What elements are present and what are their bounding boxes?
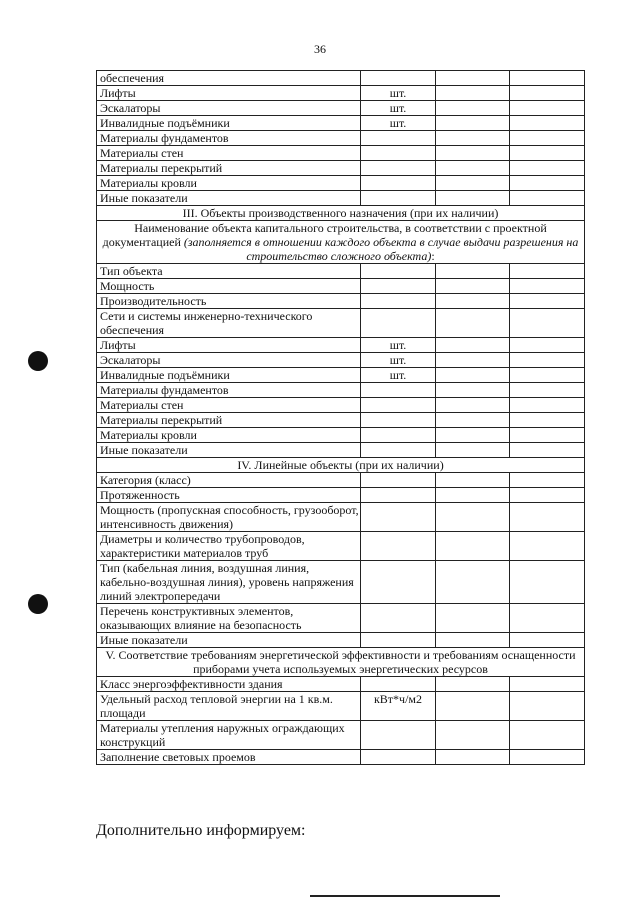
table-row xyxy=(97,532,585,561)
unit-cell xyxy=(361,750,436,765)
indicator-label: Эскалаторы xyxy=(97,101,361,116)
actual-value-cell[interactable] xyxy=(510,428,585,443)
unit-cell: кВт*ч/м2 xyxy=(361,692,436,721)
table-row xyxy=(97,721,585,750)
object-name-instruction xyxy=(97,221,585,264)
indicator-label: Диаметры и количество трубопроводов, характеристики материалов труб xyxy=(97,532,361,561)
actual-value-cell[interactable] xyxy=(510,488,585,503)
project-value-cell[interactable] xyxy=(436,633,510,648)
project-value-cell[interactable] xyxy=(436,161,510,176)
unit-cell xyxy=(361,131,436,146)
indicator-label: Иные показатели xyxy=(97,443,361,458)
indicator-label: Категория (класс) xyxy=(97,473,361,488)
table-row xyxy=(97,604,585,633)
table-row xyxy=(97,116,585,131)
table-row xyxy=(97,191,585,206)
actual-value-cell[interactable] xyxy=(510,413,585,428)
table-row xyxy=(97,264,585,279)
unit-cell xyxy=(361,294,436,309)
project-value-cell[interactable] xyxy=(436,473,510,488)
table-row xyxy=(97,161,585,176)
indicator-label: Тип (кабельная линия, воздушная линия, кабельно-воздушная линия), уровень напряжения линий электропередачи xyxy=(97,561,361,604)
project-value-cell[interactable] xyxy=(436,264,510,279)
unit-cell xyxy=(361,279,436,294)
table-row xyxy=(97,677,585,692)
actual-value-cell[interactable] xyxy=(510,677,585,692)
section-header-row xyxy=(97,458,585,473)
table-row xyxy=(97,633,585,648)
indicator-label: Класс энергоэффективности здания xyxy=(97,677,361,692)
table-row xyxy=(97,473,585,488)
table-row xyxy=(97,750,585,765)
actual-value-cell[interactable] xyxy=(510,294,585,309)
instruction-italic-text: (заполняется в отношении каждого объекта в случае выдачи разрешения на строительство сложного объекта) xyxy=(183,235,579,263)
additional-info-heading: Дополнительно информируем: xyxy=(96,822,306,839)
indicator-label: обеспечения xyxy=(97,71,361,86)
unit-cell xyxy=(361,146,436,161)
section-title: IV. Линейные объекты (при их наличии) xyxy=(97,458,585,473)
unit-cell xyxy=(361,71,436,86)
table-row xyxy=(97,176,585,191)
actual-value-cell[interactable] xyxy=(510,309,585,338)
unit-cell: шт. xyxy=(361,368,436,383)
project-value-cell[interactable] xyxy=(436,131,510,146)
table-row xyxy=(97,428,585,443)
table-row xyxy=(97,413,585,428)
actual-value-cell[interactable] xyxy=(510,146,585,161)
indicator-label: Мощность xyxy=(97,279,361,294)
project-value-cell[interactable] xyxy=(436,750,510,765)
project-value-cell[interactable] xyxy=(436,176,510,191)
indicator-label: Иные показатели xyxy=(97,633,361,648)
unit-cell: шт. xyxy=(361,86,436,101)
project-value-cell[interactable] xyxy=(436,692,510,721)
table-row xyxy=(97,338,585,353)
actual-value-cell[interactable] xyxy=(510,604,585,633)
table-row xyxy=(97,353,585,368)
project-value-cell[interactable] xyxy=(436,338,510,353)
indicator-label: Перечень конструктивных элементов, оказывающих влияние на безопасность xyxy=(97,604,361,633)
project-value-cell[interactable] xyxy=(436,294,510,309)
actual-value-cell[interactable] xyxy=(510,116,585,131)
indicator-label: Материалы утепления наружных ограждающих конструкций xyxy=(97,721,361,750)
unit-cell xyxy=(361,264,436,279)
section-title: V. Соответствие требованиям энергетической эффективности и требованиям оснащенности приборами учета используемых энергетических ресурсов xyxy=(97,648,585,677)
project-value-cell[interactable] xyxy=(436,353,510,368)
project-value-cell[interactable] xyxy=(436,532,510,561)
project-value-cell[interactable] xyxy=(436,677,510,692)
actual-value-cell[interactable] xyxy=(510,383,585,398)
actual-value-cell[interactable] xyxy=(510,86,585,101)
project-value-cell[interactable] xyxy=(436,383,510,398)
table-row xyxy=(97,383,585,398)
actual-value-cell[interactable] xyxy=(510,633,585,648)
indicator-label: Материалы перекрытий xyxy=(97,413,361,428)
project-value-cell[interactable] xyxy=(436,413,510,428)
actual-value-cell[interactable] xyxy=(510,264,585,279)
punch-hole-mark xyxy=(28,351,48,371)
project-value-cell[interactable] xyxy=(436,101,510,116)
table-row xyxy=(97,443,585,458)
unit-cell xyxy=(361,677,436,692)
unit-cell xyxy=(361,503,436,532)
table-row xyxy=(97,279,585,294)
unit-cell xyxy=(361,473,436,488)
unit-cell xyxy=(361,428,436,443)
unit-cell xyxy=(361,413,436,428)
actual-value-cell[interactable] xyxy=(510,398,585,413)
project-value-cell[interactable] xyxy=(436,398,510,413)
section-title: III. Объекты производственного назначения (при их наличии) xyxy=(97,206,585,221)
unit-cell xyxy=(361,398,436,413)
indicator-label: Мощность (пропускная способность, грузооборот, интенсивность движения) xyxy=(97,503,361,532)
table-row xyxy=(97,692,585,721)
table-row xyxy=(97,488,585,503)
project-value-cell[interactable] xyxy=(436,561,510,604)
instruction-text: Наименование объекта капитального строительства, в соответствии с проектной документацией xyxy=(102,221,547,249)
indicator-label: Тип объекта xyxy=(97,264,361,279)
table-row xyxy=(97,146,585,161)
actual-value-cell[interactable] xyxy=(510,176,585,191)
project-value-cell[interactable] xyxy=(436,428,510,443)
table-row xyxy=(97,294,585,309)
unit-cell xyxy=(361,191,436,206)
project-value-cell[interactable] xyxy=(436,86,510,101)
actual-value-cell[interactable] xyxy=(510,473,585,488)
indicator-label: Лифты xyxy=(97,338,361,353)
table-row xyxy=(97,101,585,116)
indicator-label: Материалы фундаментов xyxy=(97,383,361,398)
table-row xyxy=(97,86,585,101)
unit-cell: шт. xyxy=(361,338,436,353)
technical-indicators-table xyxy=(96,70,585,765)
indicator-label: Материалы кровли xyxy=(97,176,361,191)
unit-cell xyxy=(361,721,436,750)
section-header-row xyxy=(97,648,585,677)
project-value-cell[interactable] xyxy=(436,116,510,131)
unit-cell xyxy=(361,176,436,191)
actual-value-cell[interactable] xyxy=(510,71,585,86)
indicator-label: Эскалаторы xyxy=(97,353,361,368)
actual-value-cell[interactable] xyxy=(510,692,585,721)
unit-cell xyxy=(361,161,436,176)
table-row xyxy=(97,71,585,86)
page-number: 36 xyxy=(314,42,326,56)
project-value-cell[interactable] xyxy=(436,191,510,206)
actual-value-cell[interactable] xyxy=(510,443,585,458)
table-row xyxy=(97,368,585,383)
unit-cell xyxy=(361,604,436,633)
instruction-end: : xyxy=(431,249,435,263)
project-value-cell[interactable] xyxy=(436,368,510,383)
scan-edge-mark xyxy=(310,895,500,897)
project-value-cell[interactable] xyxy=(436,279,510,294)
project-value-cell[interactable] xyxy=(436,604,510,633)
project-value-cell[interactable] xyxy=(436,309,510,338)
actual-value-cell[interactable] xyxy=(510,532,585,561)
indicator-label: Заполнение световых проемов xyxy=(97,750,361,765)
actual-value-cell[interactable] xyxy=(510,131,585,146)
actual-value-cell[interactable] xyxy=(510,338,585,353)
unit-cell xyxy=(361,309,436,338)
table-row xyxy=(97,131,585,146)
indicator-label: Материалы кровли xyxy=(97,428,361,443)
actual-value-cell[interactable] xyxy=(510,750,585,765)
table-row xyxy=(97,398,585,413)
actual-value-cell[interactable] xyxy=(510,503,585,532)
indicator-label: Инвалидные подъёмники xyxy=(97,368,361,383)
indicator-label: Сети и системы инженерно-технического обеспечения xyxy=(97,309,361,338)
actual-value-cell[interactable] xyxy=(510,368,585,383)
table-body xyxy=(97,71,585,765)
unit-cell xyxy=(361,488,436,503)
actual-value-cell[interactable] xyxy=(510,561,585,604)
unit-cell: шт. xyxy=(361,353,436,368)
unit-cell xyxy=(361,532,436,561)
unit-cell xyxy=(361,383,436,398)
project-value-cell[interactable] xyxy=(436,488,510,503)
actual-value-cell[interactable] xyxy=(510,721,585,750)
actual-value-cell[interactable] xyxy=(510,101,585,116)
unit-cell: шт. xyxy=(361,101,436,116)
table-row xyxy=(97,309,585,338)
section-header-row xyxy=(97,206,585,221)
indicator-label: Протяженность xyxy=(97,488,361,503)
unit-cell xyxy=(361,443,436,458)
indicator-label: Материалы стен xyxy=(97,398,361,413)
actual-value-cell[interactable] xyxy=(510,161,585,176)
actual-value-cell[interactable] xyxy=(510,279,585,294)
punch-hole-mark xyxy=(28,594,48,614)
indicator-label: Лифты xyxy=(97,86,361,101)
indicator-label: Иные показатели xyxy=(97,191,361,206)
table-row xyxy=(97,503,585,532)
unit-cell xyxy=(361,633,436,648)
indicator-label: Материалы перекрытий xyxy=(97,161,361,176)
indicator-label: Инвалидные подъёмники xyxy=(97,116,361,131)
project-value-cell[interactable] xyxy=(436,71,510,86)
unit-cell xyxy=(361,561,436,604)
unit-cell: шт. xyxy=(361,116,436,131)
project-value-cell[interactable] xyxy=(436,721,510,750)
indicator-label: Материалы фундаментов xyxy=(97,131,361,146)
actual-value-cell[interactable] xyxy=(510,191,585,206)
project-value-cell[interactable] xyxy=(436,503,510,532)
table-row xyxy=(97,561,585,604)
actual-value-cell[interactable] xyxy=(510,353,585,368)
section-header-row xyxy=(97,221,585,264)
indicator-label: Удельный расход тепловой энергии на 1 кв.м. площади xyxy=(97,692,361,721)
indicator-label: Производительность xyxy=(97,294,361,309)
project-value-cell[interactable] xyxy=(436,146,510,161)
indicator-label: Материалы стен xyxy=(97,146,361,161)
project-value-cell[interactable] xyxy=(436,443,510,458)
